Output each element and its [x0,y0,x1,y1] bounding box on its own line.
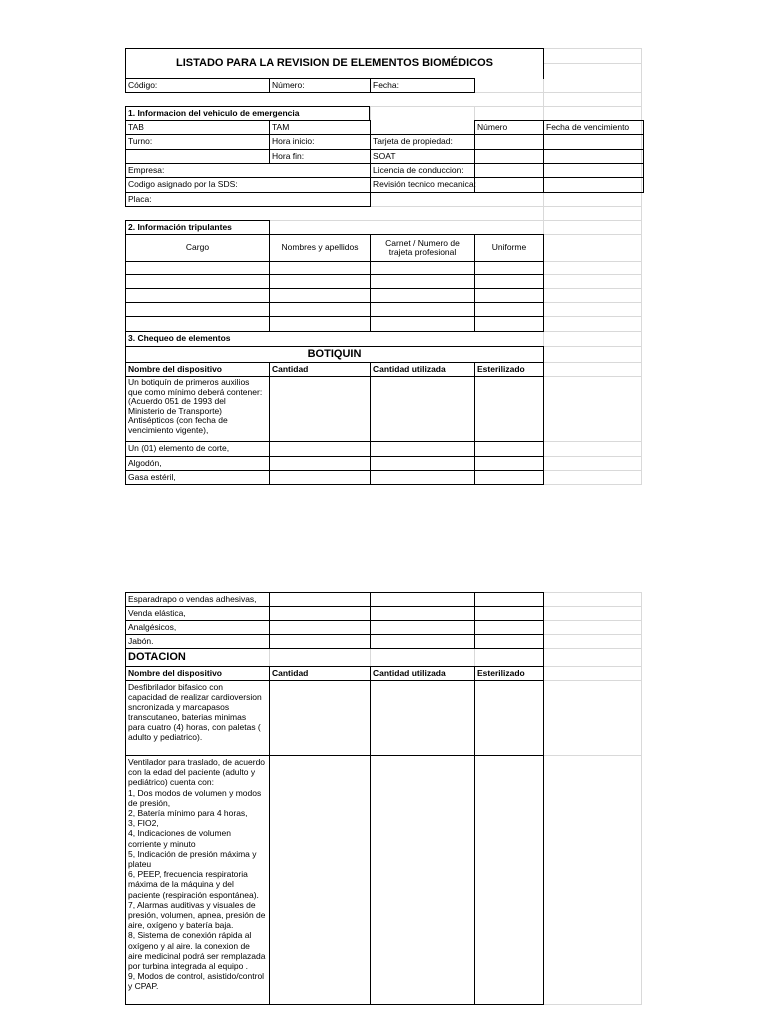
botiquin-item-jabon: Jabón. [128,635,154,646]
esterilizado-header: Esterilizado [477,363,525,374]
placa-label: Placa: [128,193,152,204]
codigo-label: Código: [128,79,158,90]
dotacion-nombre-dispositivo-header: Nombre del dispositivo [128,667,222,678]
licencia-label: Licencia de conduccion: [373,164,464,175]
page-title: LISTADO PARA LA REVISION DE ELEMENTOS BIOMÉDICOS [176,56,493,69]
fecha-vencimiento-column-header: Fecha de vencimiento [546,121,630,132]
turno-label: Turno: [128,136,153,147]
botiquin-item-venda: Venda elástica, [128,607,186,618]
cantidad-utilizada-header: Cantidad utilizada [373,363,446,374]
section2-title: 2. Información tripulantes [128,221,232,232]
hora-fin-label: Hora fin: [272,150,305,161]
soat-label: SOAT [373,150,396,161]
empresa-label: Empresa: [128,164,165,175]
botiquin-item-1: Un botiquín de primeros auxilios que como mínimo deberá contener: (Acuerdo 051 de 1993 del Ministerio de Transporte) Antisépticos (con fecha de vencimiento vigente), [128,377,263,435]
nombres-column-header: Nombres y apellidos [281,242,359,253]
cantidad-header: Cantidad [272,363,309,374]
revision-tecnico-label: Revisión tecnico mecanica: [373,179,476,190]
dotacion-item-ventilador: Ventilador para traslado, de acuerdo con la edad del paciente (adulto y pediátrico) cuenta con: 1, Dos modos de volumen y modos de presión, 2, Batería mínimo para 4 horas, 3, FIO2, 4, Indicaciones de volumen corriente y minuto 5, Indicación de presión máxima y plateu 6, PEEP, frecuencia respiratoria máxima de la máquina y del paciente (respiración espontánea). 7, Alarmas auditivas y visuales de presión, volumen, apnea, presión de aire, oxígeno y batería baja. 8, Sistema de conexión rápida al oxígeno y al aire. la conexion de aire medicinal podrá ser remplazada por turbina integrada al equipo . 9, Modos de control, asistido/control y CPAP. [128,757,266,992]
cargo-column-header: Cargo [185,242,210,253]
tab-label: TAB [128,121,144,132]
fecha-label: Fecha: [373,79,399,90]
uniforme-column-header: Uniforme [491,242,527,253]
botiquin-item-2: Un (01) elemento de corte, [128,443,230,454]
botiquin-title: BOTIQUIN [307,347,362,360]
botiquin-item-analgesicos: Analgésicos, [128,621,177,632]
dotacion-cantidad-header: Cantidad [272,667,309,678]
section3-title: 3. Chequeo de elementos [128,333,231,344]
dotacion-title: DOTACION [128,650,186,663]
numero-label: Número: [272,79,305,90]
tarjeta-propiedad-label: Tarjeta de propiedad: [373,136,453,147]
botiquin-item-3: Algodón, [128,457,162,468]
botiquin-item-4: Gasa estéril, [128,471,176,482]
nombre-dispositivo-header: Nombre del dispositivo [128,363,222,374]
numero-column-header: Número [477,121,508,132]
dotacion-item-desfibrilador: Desfibrilador bifasico con capacidad de realizar cardioversion sncronizada y marcapasos transcutaneo, baterias minimas para cuatro (4) horas, con paletas ( adulto y pediatrico). [128,682,262,742]
section1-title: 1. Informacion del vehiculo de emergencia [128,107,300,118]
carnet-column-header: Carnet / Numero de trajeta profesional [385,237,460,257]
botiquin-item-esparadrapo: Esparadrapo o vendas adhesivas, [128,593,257,604]
codigo-sds-label: Codigo asignado por la SDS: [128,179,238,190]
tam-label: TAM [272,121,290,132]
dotacion-esterilizado-header: Esterilizado [477,667,525,678]
hora-inicio-label: Hora inicio: [272,136,315,147]
dotacion-cantidad-utilizada-header: Cantidad utilizada [373,667,446,678]
